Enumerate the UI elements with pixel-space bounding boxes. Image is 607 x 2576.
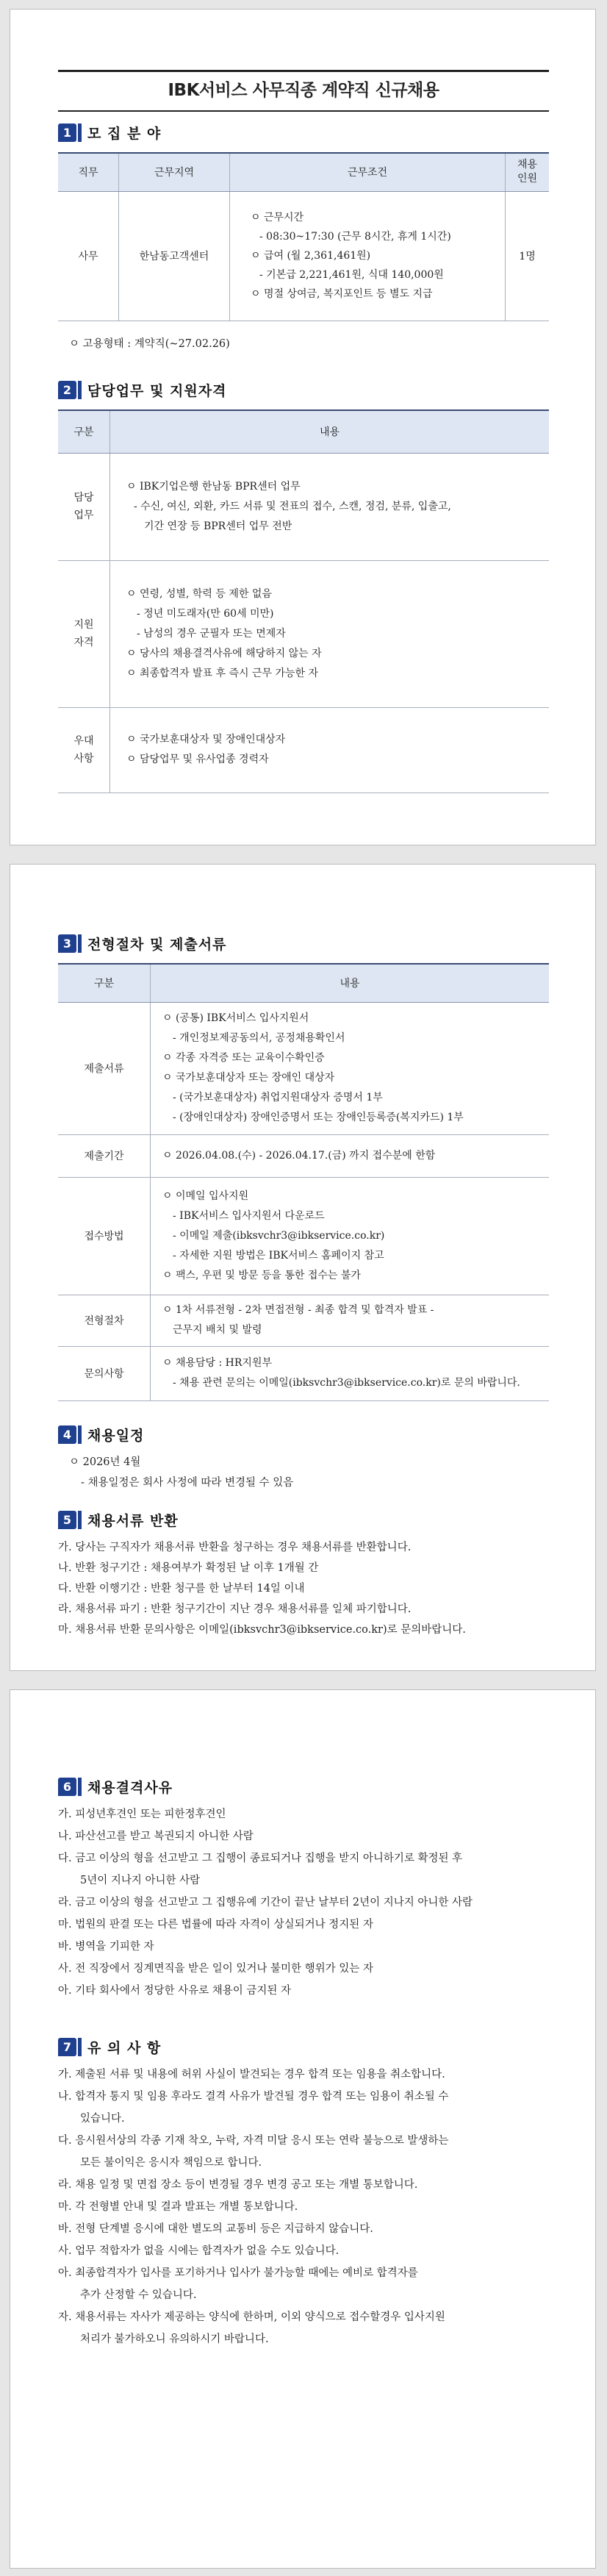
disq-line: 라. 금고 이상의 형을 선고받고 그 집행유예 기간이 끝난 날부터 2년이 지나지 아니한 사람 — [58, 1897, 473, 1908]
content-line: - 수신, 여신, 외환, 카드 서류 및 전표의 접수, 스캔, 정검, 분류, 입출고, — [134, 500, 451, 512]
content-line: ㅇ 국가보훈대상자 또는 장애인 대상자 — [162, 1072, 335, 1084]
header-content: 내용 — [110, 410, 550, 453]
cell-conditions — [230, 191, 506, 321]
page-3 — [10, 1689, 596, 2569]
header-region: 근무지역 — [119, 153, 230, 191]
notice-line: 다. 응시원서상의 각종 기재 착오, 누락, 자격 미달 응시 또는 연락 불능으로 발생하는 — [58, 2135, 449, 2147]
section-bar — [78, 1511, 82, 1529]
content-line: - (장애인대상자) 장애인증명서 또는 장애인등록증(복지카드) 1부 — [173, 1112, 464, 1123]
section-number: 1 — [58, 124, 76, 142]
section-number: 2 — [58, 381, 76, 399]
row-label: 담당 업무 — [58, 453, 110, 560]
row-content — [151, 1134, 550, 1177]
row-label: 제출기간 — [58, 1134, 151, 1177]
condition-line: ㅇ 명절 상여금, 복지포인트 등 별도 지급 — [251, 288, 433, 300]
disq-line: 아. 기타 회사에서 정당한 사유로 채용이 금지된 자 — [58, 1985, 292, 1997]
header-content: 내용 — [151, 964, 550, 1002]
content-line: ㅇ 국가보훈대상자 및 장애인대상자 — [126, 734, 286, 745]
notice-line: 추가 산정할 수 있습니다. — [80, 2289, 197, 2301]
row-label: 제출서류 — [58, 1002, 151, 1134]
notice-line: 모든 불이익은 응시자 책임으로 합니다. — [80, 2157, 262, 2169]
section-bar — [78, 934, 82, 953]
notice-line: 있습니다. — [80, 2113, 125, 2125]
cell-job: 사무 — [58, 191, 119, 321]
content-line: ㅇ 채용담당 : HR지원부 — [162, 1357, 273, 1369]
return-line: 나. 반환 청구기간 : 채용여부가 확정된 날 이후 1개월 간 — [58, 1562, 319, 1574]
content-line: - 자세한 지원 방법은 IBK서비스 홈페이지 참고 — [173, 1249, 384, 1262]
content-line: 근무지 배치 및 발령 — [173, 1324, 262, 1336]
row-label: 접수방법 — [58, 1177, 151, 1295]
disq-line: 5년이 지나지 아니한 사람 — [80, 1875, 201, 1886]
condition-line: ㅇ 근무시간 — [251, 212, 304, 223]
notice-list — [58, 2064, 448, 2350]
section-title: 담당업무 및 지원자격 — [87, 382, 227, 399]
disqualification-list — [58, 1803, 473, 2002]
disq-line: 마. 법원의 판결 또는 다른 법률에 따라 자격이 상실되거나 정지된 자 — [58, 1919, 373, 1931]
row-content — [110, 560, 550, 707]
content-line: - IBK서비스 입사지원서 다운로드 — [173, 1209, 325, 1222]
cell-count: 1명 — [506, 191, 550, 321]
disq-line: 바. 병역을 기피한 자 — [58, 1941, 154, 1953]
disq-line: 나. 파산선고를 받고 복권되지 아니한 사람 — [58, 1831, 254, 1842]
disq-line: 다. 금고 이상의 형을 선고받고 그 집행이 종료되거나 집행을 받지 아니하기로 확정된 후 — [58, 1853, 463, 1864]
disq-line: 가. 피성년후견인 또는 피한정후견인 — [58, 1808, 226, 1820]
schedule-line: - 채용일정은 회사 사정에 따라 변경될 수 있음 — [81, 1477, 294, 1489]
section-number: 6 — [58, 1778, 76, 1796]
content-line: ㅇ 2026.04.08.(수) - 2026.04.17.(금) 까지 접수분에 한함 — [162, 1149, 436, 1162]
notice-line: 라. 채용 일정 및 면접 장소 등이 변경될 경우 변경 공고 또는 개별 통보합니다. — [58, 2179, 418, 2191]
content-line: ㅇ (공통) IBK서비스 입사지원서 — [162, 1012, 309, 1024]
section-title: 채용결격사유 — [87, 1779, 173, 1796]
section-title: 채용일정 — [87, 1427, 145, 1444]
notice-line: 사. 업무 적합자가 없을 시에는 합격자가 없을 수도 있습니다. — [58, 2245, 340, 2257]
condition-line: - 기본급 2,221,461원, 식대 140,000원 — [259, 269, 444, 281]
cell-region: 한남동고객센터 — [119, 191, 230, 321]
section-4-header — [58, 1423, 144, 1445]
content-line: ㅇ 팩스, 우편 및 방문 등을 통한 접수는 불가 — [162, 1269, 361, 1281]
section-bar — [78, 1425, 82, 1444]
row-content — [151, 1346, 550, 1400]
section-title: 모 집 분 야 — [87, 125, 162, 142]
content-line: - 개인정보제공동의서, 공정채용확인서 — [173, 1032, 345, 1044]
return-line: 다. 반환 이행기간 : 반환 청구를 한 날부터 14일 이내 — [58, 1583, 305, 1595]
page-1 — [10, 9, 596, 845]
content-line: ㅇ 담당업무 및 유사업종 경력자 — [126, 754, 269, 765]
section-bar — [78, 2038, 82, 2056]
content-line: - 남성의 경우 군필자 또는 면제자 — [137, 627, 286, 640]
content-line: - 채용 관련 문의는 이메일(ibksvchr3@ibkservice.co.kr)로 문의 바랍니다. — [173, 1377, 520, 1389]
row-label: 문의사항 — [58, 1346, 151, 1400]
condition-line: - 08:30~17:30 (근무 8시간, 휴게 1시간) — [259, 231, 451, 243]
content-line: ㅇ 최종합격자 발표 후 즉시 근무 가능한 자 — [126, 667, 319, 679]
row-content — [110, 707, 550, 793]
page-title: IBK서비스 사무직종 계약직 신규채용 — [58, 70, 549, 112]
row-label: 지원 자격 — [58, 560, 110, 707]
content-line: ㅇ 각종 자격증 또는 교육이수확인증 — [162, 1052, 325, 1064]
header-count: 채용 인원 — [506, 153, 550, 191]
section-number: 4 — [58, 1425, 76, 1444]
content-line: ㅇ 당사의 채용결격사유에 해당하지 않는 자 — [126, 647, 322, 659]
header-category: 구분 — [58, 964, 151, 1002]
return-line: 가. 당사는 구직자가 채용서류 반환을 청구하는 경우 채용서류를 반환합니다. — [58, 1542, 412, 1553]
content-line: ㅇ IBK기업은행 한남동 BPR센터 업무 — [126, 480, 301, 493]
section-3-header — [58, 932, 226, 954]
notice-line: 마. 각 전형별 안내 및 결과 발표는 개별 통보합니다. — [58, 2201, 298, 2213]
section-title: 채용서류 반환 — [87, 1512, 179, 1529]
row-label: 우대 사항 — [58, 707, 110, 793]
section-bar — [78, 124, 82, 142]
section-title: 유 의 사 항 — [87, 2039, 162, 2056]
notice-line: 나. 합격자 통지 및 임용 후라도 결격 사유가 발견될 경우 합격 또는 임용이 취소될 수 — [58, 2091, 449, 2103]
schedule-line: ㅇ 2026년 4월 — [69, 1456, 141, 1468]
section-number: 5 — [58, 1511, 76, 1529]
content-line: - 이메일 제출(ibksvchr3@ibkservice.co.kr) — [173, 1229, 385, 1242]
row-content — [110, 453, 550, 560]
section-5-header — [58, 1509, 179, 1531]
row-content — [151, 1002, 550, 1134]
content-line: - 정년 미도래자(만 60세 미만) — [137, 607, 274, 620]
header-category: 구분 — [58, 410, 110, 453]
return-line: 마. 채용서류 반환 문의사항은 이메일(ibksvchr3@ibkservice.co.kr)로 문의바랍니다. — [58, 1624, 466, 1636]
content-line: - (국가보훈대상자) 취업지원대상자 증명서 1부 — [173, 1092, 383, 1103]
notice-line: 가. 제출된 서류 및 내용에 허위 사실이 발견되는 경우 합격 또는 임용을 취소합니다. — [58, 2069, 445, 2081]
content-line: 기간 연장 등 BPR센터 업무 전반 — [144, 520, 292, 532]
section-2-header — [58, 379, 226, 401]
content-line: ㅇ 이메일 입사지원 — [162, 1189, 249, 1202]
process-table — [58, 963, 549, 1401]
section-title: 전형절차 및 제출서류 — [87, 936, 227, 953]
page-2 — [10, 864, 596, 1671]
section-6-header — [58, 1775, 173, 1797]
employment-type: ㅇ 고용형태 : 계약직(~27.02.26) — [69, 338, 230, 350]
notice-line: 아. 최종합격자가 입사를 포기하거나 입사가 불가능할 때에는 예비로 합격자를 — [58, 2267, 418, 2279]
row-label: 전형절차 — [58, 1295, 151, 1346]
section-number: 7 — [58, 2038, 76, 2056]
return-line: 라. 채용서류 파기 : 반환 청구기간이 지난 경우 채용서류를 일체 파기합니다. — [58, 1603, 412, 1615]
disq-line: 사. 전 직장에서 징계면직을 받은 일이 있거나 불미한 행위가 있는 자 — [58, 1963, 373, 1975]
section-number: 3 — [58, 934, 76, 953]
row-content — [151, 1177, 550, 1295]
content-line: ㅇ 1차 서류전형 - 2차 면접전형 - 최종 합격 및 합격자 발표 - — [162, 1304, 434, 1316]
section-bar — [78, 1778, 82, 1796]
duties-table — [58, 409, 549, 793]
content-line: ㅇ 연령, 성별, 학력 등 제한 없음 — [126, 587, 272, 600]
section-7-header — [58, 2036, 161, 2058]
recruitment-table — [58, 152, 549, 321]
section-bar — [78, 381, 82, 399]
notice-line: 바. 전형 단계별 응시에 대한 별도의 교통비 등은 지급하지 않습니다. — [58, 2223, 373, 2235]
header-job: 직무 — [58, 153, 119, 191]
notice-line: 처리가 불가하오니 유의하시기 바랍니다. — [80, 2333, 269, 2345]
condition-line: ㅇ 급여 (월 2,361,461원) — [251, 250, 371, 262]
header-conditions: 근무조건 — [230, 153, 506, 191]
section-1-header — [58, 121, 161, 143]
row-content — [151, 1295, 550, 1346]
notice-line: 자. 채용서류는 자사가 제공하는 양식에 한하며, 이외 양식으로 접수할경우 입사지원 — [58, 2311, 445, 2323]
